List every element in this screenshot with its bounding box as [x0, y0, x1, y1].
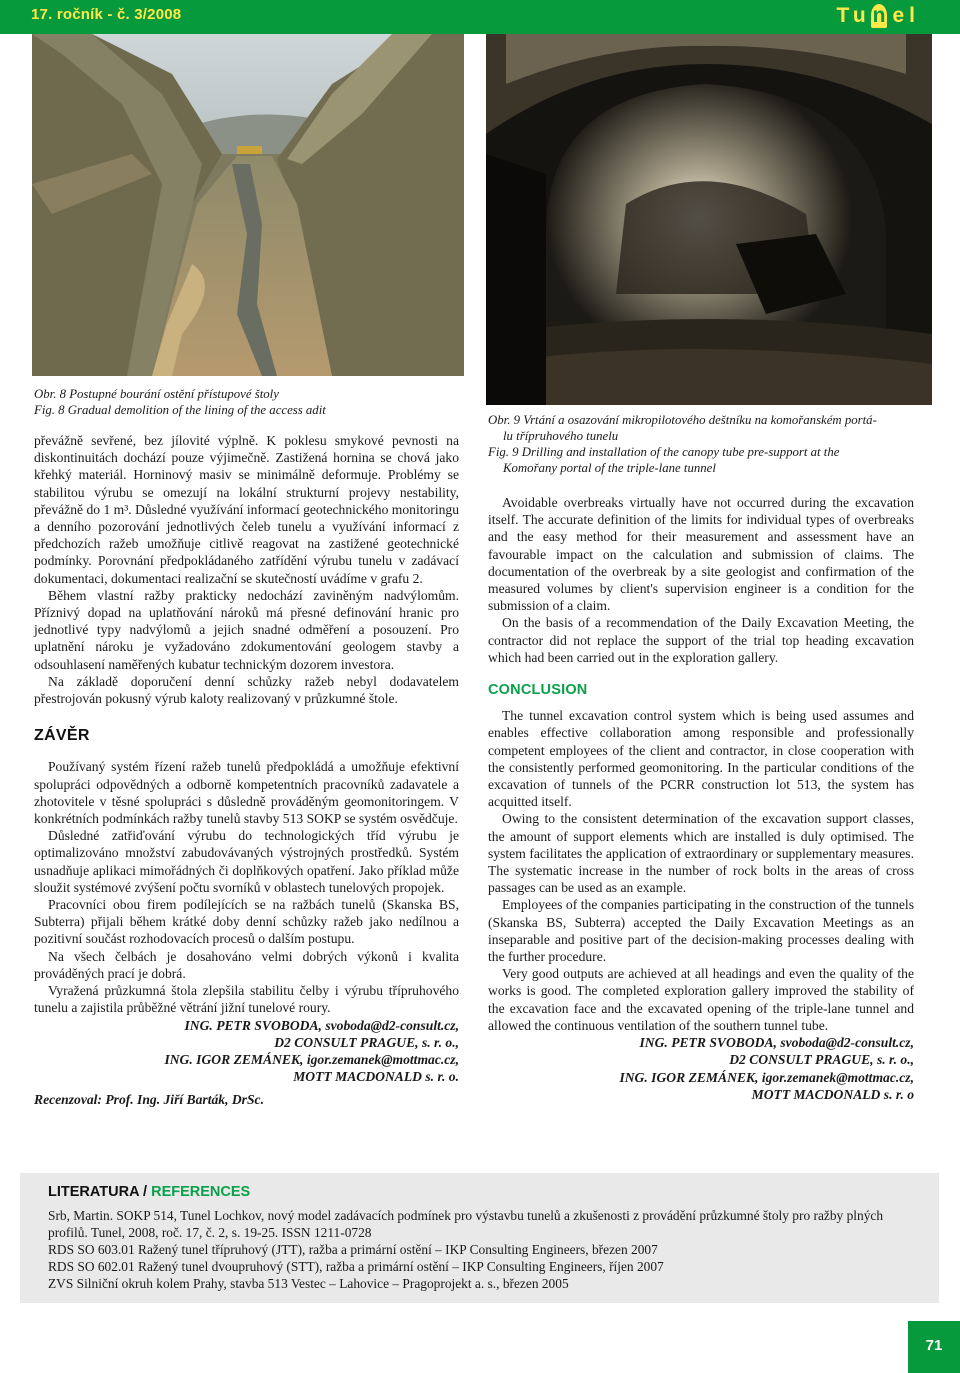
references-box	[20, 1173, 939, 1303]
caption-en: Komořany portal of the triple-lane tunnel	[503, 461, 716, 475]
references-list	[48, 1207, 918, 1292]
logo-mark: n	[872, 4, 886, 27]
paragraph: On the basis of a recommendation of the Daily Excavation Meeting, the contractor did not replace the support of the trial top heading excavation which had been carried out in the exploration gallery.	[488, 615, 914, 665]
author-line: ING. PETR SVOBODA, svoboda@d2-consult.cz,	[184, 1017, 459, 1033]
reference-item: RDS SO 603.01 Ražený tunel třípruhový (JTT), ražba a primární ostění – IKP Consulting Engineers, březen 2007	[48, 1242, 658, 1257]
fig9-caption	[488, 412, 934, 476]
logo-part: Tu	[836, 4, 871, 27]
fig8-caption	[34, 386, 464, 418]
left-column	[34, 432, 459, 1109]
caption-en: Fig. 9 Drilling and installation of the canopy tube pre-support at the	[488, 445, 840, 459]
right-column	[488, 494, 914, 1103]
paragraph: Vyražená průzkumná štola zlepšila stabilitu čelby i výrubu třípruhového tunelu a zajistila průběžné větrání jižní tunelové roury.	[34, 983, 459, 1016]
paragraph: Používaný systém řízení ražeb tunelů předpokládá a umožňuje efektivní spolupráci odpovědných a odborně kompetentních pracovníků zadavatele a zhotovitele v těsné spolupráci s důsledně prováděným geomonitoringem. V konkrétních podmínkách ražby tunelů stavby 513 SOKP se systém osvědčuje.	[34, 759, 459, 827]
author-line: ING. IGOR ZEMÁNEK, igor.zemanek@mottmac.cz,	[164, 1051, 459, 1067]
author-line: MOTT MACDONALD s. r. o.	[293, 1069, 459, 1085]
author-signature	[488, 1034, 914, 1103]
logo-part: el	[892, 4, 920, 27]
page-number-box	[908, 1321, 960, 1373]
paragraph: Na všech čelbách je dosahováno velmi dobrých výkonů i kvalita prováděných prací je dobrá.	[34, 948, 459, 981]
page-header	[0, 0, 960, 34]
paragraph: Během vlastní ražby prakticky nedochází zaviněným nadvýlomům. Příznivý dopad na uplatňování nároků má přesné definování hranic pro jednotlivé typy nadvýlomů a jejich snadné odměření a posouzení. Pro uplatnění nároku je vyžadováno zdokumentování geologem stavby a odsouhlasení naměřených kubatur technickým dozorem investora.	[34, 587, 459, 672]
reviewer: Recenzoval: Prof. Ing. Jiří Barták, DrSc.	[34, 1092, 264, 1108]
section-heading: CONCLUSION	[488, 682, 588, 699]
title-cz: LITERATURA /	[48, 1184, 148, 1200]
references-title	[48, 1184, 250, 1200]
caption-cz: Obr. 9 Vrtání a osazování mikropilotového deštníku na komořanském portá-	[488, 413, 877, 427]
fig8-photo	[32, 34, 464, 376]
paragraph: Very good outputs are achieved at all headings and even the quality of the works is good. The completed exploration gallery improved the stability of the excavation face and the excavated opening of the triple-lane tunnel and allowed the continuous ventilation of the southern tunnel tube.	[488, 966, 914, 1033]
author-line: ING. PETR SVOBODA, svoboda@d2-consult.cz,	[639, 1035, 914, 1051]
paragraph: Avoidable overbreaks virtually have not occurred during the excavation itself. The accurate definition of the limits for individual types of overbreaks and the easy method for their measurement and assessment have an favourable impact on the calculation and submission of claims. The documentation of the overbreak by a site geologist and confirmation of the measured volumes by client's supervision engineer is a condition for the submission of a claim.	[488, 495, 914, 614]
reference-item: ZVS Silniční okruh kolem Prahy, stavba 513 Vestec – Lahovice – Pragoprojekt a. s., březen 2005	[48, 1276, 569, 1291]
caption-cz: Obr. 8 Postupné bourání ostění přístupové štoly	[34, 387, 279, 401]
paragraph: převážně sevřené, bez jílovité výplně. K poklesu smykové pevnosti na diskontinuitách dochází pouze výjimečně. Zastižená hornina se chová jako křehký materiál. Horninový masiv se minimálně deformuje. Problémy se stabilitou výrubu se omezují na lokální strukturní projevy nestability, převážně do 1 m³. Důsledné využívání informací geotechnického monitoringu a denního pozorování jednotlivých čeleb tunelu a využívání informací z předchozích ražeb umožňuje citlivě reagovat na zastižené geotechnické podmínky. Porovnání předpokládaného zatřídění výrubu tunelu v zadávací dokumentaci, dokumentaci realizační se skutečností uvádíme v grafu 2.	[34, 433, 459, 586]
fig9-photo	[486, 34, 932, 405]
paragraph: Na základě doporučení denní schůzky ražeb nebyl dodavatelem přestrojován pokusný výrub kaloty realizovaný v průzkumné štole.	[34, 673, 459, 707]
reference-item: RDS SO 602.01 Ražený tunel dvoupruhový (STT), ražba a primární ostění – IKP Consulting Engineers, říjen 2007	[48, 1259, 664, 1274]
paragraph: The tunnel excavation control system which is being used assumes and enables effective collaboration among responsible and professionally competent employees of the client and contractor, in close cooperation with the consistently performed geomonitoring. In the particular conditions of the excavation of tunnels of the PCRR construction lot 513, the system has acquitted itself.	[488, 708, 914, 810]
tunel-logo	[837, 4, 920, 28]
paragraph: Důsledné zatřiďování výrubu do technologických tříd výrubu je optimalizováno množství zabudovávaných výstrojných prostředků. Systém usnadňuje aplikaci mimořádných či doplňkových opatření. Jako příklad může sloužit systémové zvýšení počtu svorníků v oblastech tunelových propojek.	[34, 828, 459, 895]
caption-cz: lu třípruhového tunelu	[503, 429, 619, 443]
section-heading: ZÁVĚR	[34, 727, 90, 745]
paragraph: Owing to the consistent determination of the excavation support classes, the amount of support elements which are installed is duly optimised. The system facilitates the application of extraordinary or supplementary measures. The systematic increase in the number of rock bolts in the areas of cross passages can be used as an example.	[488, 811, 914, 896]
paragraph: Pracovníci obou firem podílejících se na ražbách tunelů (Skanska BS, Subterra) přijali během krátké doby denní schůzky ražeb jako nedílnou a pozitivní součást rozhodovacích procesů o dalším postupu.	[34, 897, 459, 947]
caption-en: Fig. 8 Gradual demolition of the lining of the access adit	[34, 403, 326, 417]
title-en: REFERENCES	[151, 1184, 251, 1200]
issue-label: 17. ročník - č. 3/2008	[31, 6, 182, 23]
reference-item: Srb, Martin. SOKP 514, Tunel Lochkov, nový model zadávacích podmínek pro výstavbu tunelů a zkušenosti z provádění průzkumné štoly pro ražby plných profilů. Tunel, 2008, roč. 17, č. 2, s. 19-25. ISSN 1211-0728	[48, 1208, 884, 1240]
page-number: 71	[925, 1337, 943, 1354]
paragraph: Employees of the companies participating in the construction of the tunnels (Skanska BS, Subterra) accepted the Daily Excavation Meetings as an inseparable and positive part of the decision-making processes dealing with the further procedure.	[488, 897, 914, 965]
author-line: MOTT MACDONALD s. r. o	[751, 1086, 914, 1102]
author-signature	[34, 1017, 459, 1086]
author-line: D2 CONSULT PRAGUE, s. r. o.,	[729, 1052, 914, 1068]
author-line: D2 CONSULT PRAGUE, s. r. o.,	[274, 1034, 459, 1050]
author-line: ING. IGOR ZEMÁNEK, igor.zemanek@mottmac.cz,	[619, 1069, 914, 1085]
